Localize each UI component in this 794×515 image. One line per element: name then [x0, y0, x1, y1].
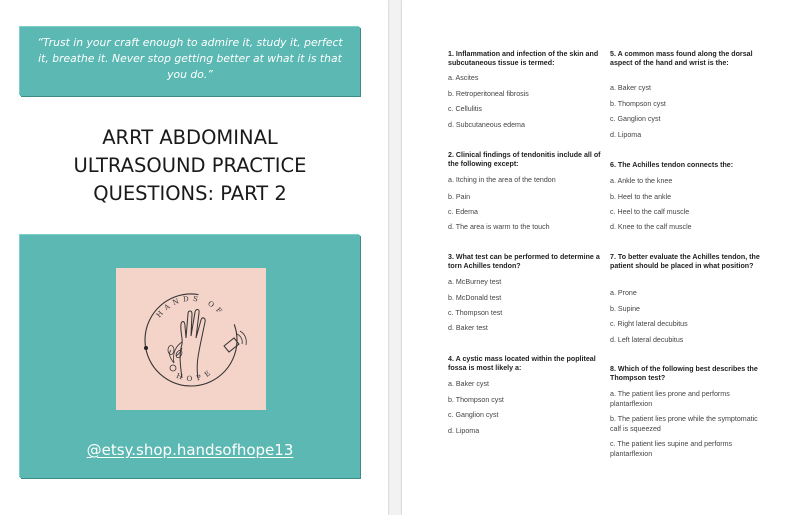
cover-page [0, 0, 388, 515]
option: d. Lipoma [448, 427, 480, 435]
option: b. Pain [448, 193, 471, 201]
option: d. Subcutaneous edema [448, 121, 525, 129]
option: c. The patient lies supine and performs plantarflexion [610, 440, 733, 458]
question-text: 6. The Achilles tendon connects the: [610, 161, 734, 169]
option: c. Edema [448, 208, 478, 216]
quote-text: “Trust in your craft enough to admire it, study it, perfect it, breathe it. Never stop getting better at what it is that you do.” [37, 36, 343, 81]
quote-box [20, 27, 360, 96]
option: a. Baker cyst [610, 84, 652, 92]
option: a. Baker cyst [448, 380, 490, 388]
question-text: 5. A common mass found along the dorsal aspect of the hand and wrist is the: [610, 50, 753, 68]
question-3 [448, 253, 613, 332]
option: b. The patient lies prone while the symptomatic calf is squeezed [610, 415, 758, 433]
option: d. The area is warm to the touch [448, 223, 550, 231]
question-2 [448, 151, 613, 231]
option: c. Ganglion cyst [448, 411, 499, 419]
option: a. Itching in the area of the tendon [448, 176, 556, 184]
etsy-handle: @etsy.shop.handsofhope13 [86, 441, 294, 459]
option: b. Thompson cyst [448, 396, 504, 404]
question-8 [610, 365, 775, 458]
title-line-1: ARRT ABDOMINAL [102, 126, 278, 149]
question-text: 1. Inflammation and infection of the skin and subcutaneous tissue is termed: [448, 50, 599, 68]
option: d. Left lateral decubitus [610, 336, 684, 344]
question-4 [448, 355, 613, 435]
option: a. The patient lies prone and performs plantarflexion [610, 390, 730, 408]
option: a. Ascites [448, 74, 479, 82]
option: b. Thompson cyst [610, 100, 666, 108]
title-line-2: ULTRASOUND PRACTICE [73, 154, 307, 177]
question-5 [610, 50, 775, 139]
option: c. Right lateral decubitus [610, 320, 688, 328]
title-line-3: QUESTIONS: PART 2 [93, 182, 287, 205]
logo-bottom-text: HOPE [175, 366, 216, 384]
question-6 [610, 161, 775, 231]
option: d. Baker test [448, 324, 488, 332]
option: c. Heel to the calf muscle [610, 208, 690, 216]
questions-page [402, 0, 794, 515]
option: c. Ganglion cyst [610, 115, 661, 123]
svg-text:HANDS OF [155, 295, 226, 320]
question-text: 3. What test can be performed to determine a torn Achilles tendon? [448, 253, 600, 271]
question-text: 8. Which of the following best describes the Thompson test? [610, 365, 758, 383]
question-7 [610, 253, 775, 344]
logo-top-text: HANDS OF [154, 294, 226, 320]
option: b. Supine [610, 305, 640, 313]
option: b. McDonald test [448, 294, 502, 302]
question-text: 2. Clinical findings of tendonitis include all of the following except: [448, 151, 601, 169]
option: a. Prone [610, 289, 637, 297]
option: d. Lipoma [610, 131, 642, 139]
question-text: 7. To better evaluate the Achilles tendon, the patient should be placed in what position? [610, 253, 760, 271]
option: b. Retroperitoneal fibrosis [448, 90, 529, 98]
option: c. Thompson test [448, 309, 503, 317]
option: a. Ankle to the knee [610, 177, 673, 185]
hands-of-hope-logo-icon [116, 268, 266, 410]
option: b. Heel to the ankle [610, 193, 672, 201]
option: d. Knee to the calf muscle [610, 223, 692, 231]
logo [116, 268, 266, 410]
page-title [20, 124, 360, 208]
brand-box [20, 235, 360, 478]
option: c. Cellulitis [448, 105, 482, 113]
option: a. McBurney test [448, 278, 502, 286]
question-1 [448, 50, 613, 129]
question-text: 4. A cystic mass located within the popliteal fossa is most likely a: [448, 355, 596, 373]
